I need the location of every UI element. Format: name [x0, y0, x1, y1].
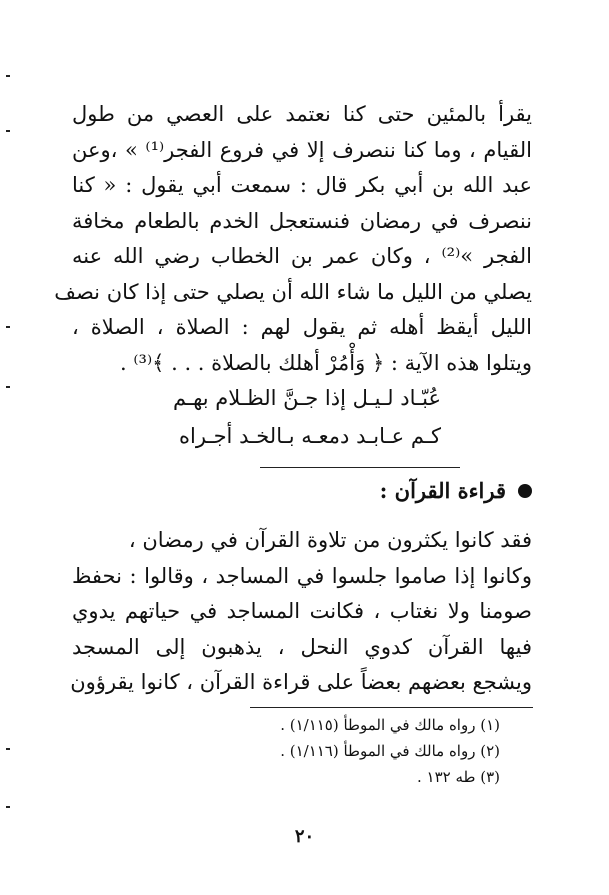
footnote-rule — [250, 707, 533, 708]
section-heading — [300, 478, 532, 503]
margin-mark — [6, 806, 10, 808]
paragraph-2 — [72, 523, 532, 701]
text-line: القيام ، وما كنا ننصرف إلا في فروع الفجر⁽¹⁾ » ،وعن — [72, 137, 532, 162]
text-line: ويشجع بعضهم بعضاً على قراءة القرآن ، كانوا يقرؤون — [70, 670, 532, 694]
margin-mark — [6, 75, 10, 77]
text-line: ننصرف في رمضان فنستعجل الخدم بالطعام مخافة — [72, 208, 532, 233]
text-line: صومنا ولا نغتاب ، فكانت المساجد في حياتهم يدوي — [72, 599, 532, 623]
text-line: يصلي من الليل ما شاء الله أن يصلي حتى إذا كان نصف — [54, 279, 532, 304]
margin-mark — [6, 326, 10, 328]
divider-line — [260, 467, 460, 468]
footnote-item: (٣) طه ١٣٢ . — [416, 768, 500, 786]
poem-line-1: عُبّـاد لـيـل إذا جـنَّ الظـلام بهـم — [172, 386, 441, 410]
footnotes — [200, 712, 500, 790]
text-line: وكانوا إذا صاموا جلسوا في المساجد ، وقالوا : نحفظ — [72, 563, 532, 588]
text-line: فيها القرآن كدوي النحل ، يذهبون إلى المسجد — [72, 634, 532, 659]
text-line: يقرأ بالمئين حتى كنا نعتمد على العصي من طول — [72, 102, 532, 126]
margin-mark — [6, 748, 10, 750]
margin-mark — [6, 130, 10, 132]
page-number: ٢٠ — [294, 826, 315, 847]
margin-mark — [6, 386, 10, 388]
text-line: الليل أيقظ أهله ثم يقول لهم : الصلاة ، الصلاة ، — [72, 315, 532, 339]
paragraph-1 — [54, 97, 532, 381]
text-line: فقد كانوا يكثرون من تلاوة القرآن في رمضان ، — [128, 528, 532, 552]
footnote-item: (١) رواه مالك في الموطأ (١/١١٥) . — [280, 716, 500, 734]
bullet-icon — [518, 484, 532, 498]
text-line: عبد الله بن أبي بكر قال : سمعت أبي يقول : « كنا — [72, 173, 532, 197]
text-line: الفجر »⁽²⁾ ، وكان عمر بن الخطاب رضي الله عنه — [72, 244, 532, 268]
poem-line-2: كـم عـابـد دمعـه بـالخـد أجـراه — [179, 424, 441, 448]
text-line: ويتلوا هذه الآية : ﴿ وَأْمُرْ أهلك بالصلاة . . . ﴾⁽³⁾ . — [120, 350, 532, 375]
heading-text: قراءة القرآن : — [379, 478, 506, 503]
footnote-item: (٢) رواه مالك في الموطأ (١/١١٦) . — [280, 742, 500, 760]
